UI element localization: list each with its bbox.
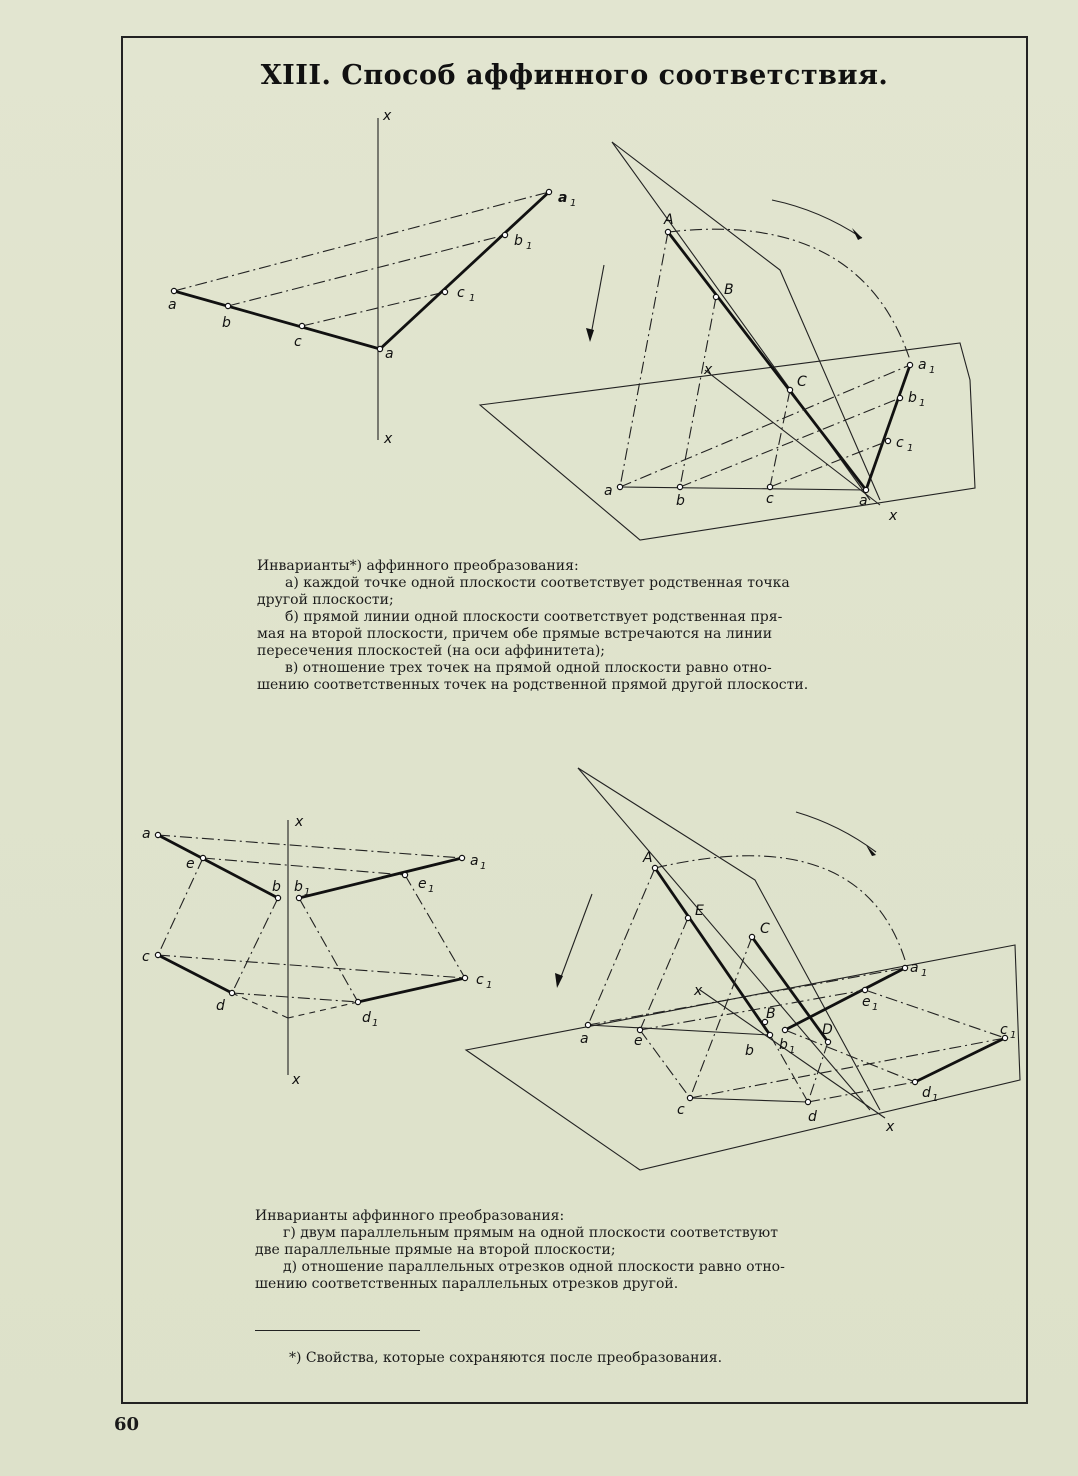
fig4-point-a — [585, 1022, 590, 1027]
fig3-label-e: e — [186, 856, 195, 872]
fig2-point-C — [787, 387, 792, 392]
fig4-point-A — [652, 865, 657, 870]
fig1-point-b — [225, 303, 230, 308]
fig2-vertical-plane-edge — [612, 142, 880, 500]
text2-line-2: г) двум параллельным прямым на одной плоскости соответствуют — [283, 1225, 778, 1241]
fig4-label-c1: c — [1000, 1022, 1008, 1038]
figure-3-orthogonal-parallel — [142, 814, 492, 1088]
fig4-rotation-arrow — [796, 812, 876, 852]
fig3-label-x-bot: x — [292, 1072, 301, 1088]
fig4-label-B: B — [766, 1006, 776, 1022]
fig1-point-c1 — [442, 289, 447, 294]
fig3-link-d-d1 — [232, 993, 358, 1002]
fig2-point-a — [617, 484, 622, 489]
page-number: 60 — [114, 1414, 140, 1435]
fig2-proj-B-b — [680, 297, 716, 487]
fig1-line-a0-a1 — [380, 192, 549, 349]
fig2-label-x-mid: x — [704, 362, 713, 378]
invariants-text-1 — [257, 558, 919, 694]
fig3-point-e1 — [402, 872, 407, 877]
fig4-line-c-d — [690, 1098, 808, 1102]
fig4-point-a1 — [902, 965, 907, 970]
fig4-label-d: d — [808, 1109, 817, 1125]
fig1-label-b1-sub: 1 — [526, 241, 533, 252]
fig2-link-b-b1 — [680, 398, 900, 487]
fig3-par-b-d — [232, 898, 278, 993]
fig1-label-b1: b — [514, 233, 523, 249]
fig1-label-c1: c — [457, 285, 465, 301]
fig3-point-c1 — [462, 975, 467, 980]
fig2-rotation-arrow — [772, 200, 862, 238]
fig3-d1-axis — [288, 1002, 358, 1018]
fig4-label-x-bot: x — [886, 1119, 895, 1135]
fig3-point-a — [155, 832, 160, 837]
text2-line-4: д) отношение параллельных отрезков одной плоскости равно отно- — [283, 1259, 785, 1275]
fig4-proj-A-a — [588, 868, 655, 1025]
fig3-link-e-e1 — [203, 858, 405, 875]
fig1-label-x-bot: x — [384, 431, 393, 447]
fig2-label-a0: a — [859, 493, 868, 509]
text1-line-5: мая на второй плоскости, причем обе прямые встречаются на линии — [257, 626, 773, 642]
fig4-label-b1: b — [779, 1037, 788, 1053]
fig1-label-c1-sub: 1 — [469, 293, 476, 304]
fig2-point-B — [713, 294, 718, 299]
fig2-label-c: c — [766, 491, 774, 507]
fig3-point-a1 — [459, 855, 464, 860]
invariants-text-2 — [255, 1208, 923, 1293]
fig3-link-a-a1 — [158, 835, 462, 858]
fig4-label-e1: e — [862, 994, 871, 1010]
fig1-link-a-a1 — [174, 192, 549, 291]
fig3-line-d1-c1 — [358, 978, 465, 1002]
fig3-line-c-d — [158, 955, 232, 993]
fig3-point-c — [155, 952, 160, 957]
fig4-point-d — [805, 1099, 810, 1104]
text1-line-6: пересечения плоскостей (на оси аффинитета); — [257, 643, 605, 659]
fig4-point-d1 — [912, 1079, 917, 1084]
text1-line-1: Инварианты*) аффинного преобразования: — [257, 558, 579, 574]
fig3-point-b — [275, 895, 280, 900]
text2-line-5: шению соответственных параллельных отрезков другой. — [255, 1276, 679, 1292]
fig4-label-e: e — [634, 1033, 643, 1049]
fig4-label-c: c — [677, 1102, 685, 1118]
fig1-line-a-a0 — [174, 291, 380, 349]
fig3-par-e1-c1 — [405, 875, 465, 978]
fig3-point-e — [200, 855, 205, 860]
fig4-point-c — [687, 1095, 692, 1100]
fig4-projection-arrow — [558, 894, 592, 985]
fig2-label-C: C — [797, 374, 807, 390]
fig1-point-a0 — [377, 346, 382, 351]
fig4-link-a-a1 — [588, 968, 905, 1025]
fig2-label-a1: a — [918, 357, 927, 373]
fig4-point-b1 — [782, 1027, 787, 1032]
text1-line-4: б) прямой линии одной плоскости соответствует родственная пря- — [285, 609, 783, 625]
fig4-vertical-plane-edge — [578, 768, 880, 1110]
fig4-horizontal-plane — [466, 945, 1020, 1170]
fig4-plane-edge-2 — [578, 768, 870, 1110]
fig4-line-d1-c1 — [915, 1038, 1005, 1082]
text1-line-3: другой плоскости; — [257, 592, 394, 608]
fig4-point-e — [637, 1027, 642, 1032]
fig3-label-x-top: x — [295, 814, 304, 830]
fig2-label-x-bot: x — [889, 508, 898, 524]
fig4-label-e1-sub: 1 — [872, 1002, 879, 1013]
fig4-label-E: E — [695, 903, 704, 919]
fig3-label-e1-sub: 1 — [428, 884, 435, 895]
fig2-point-c1 — [885, 438, 890, 443]
fig2-label-b1-sub: 1 — [919, 398, 926, 409]
fig3-label-e1: e — [418, 876, 427, 892]
fig3-label-b1-sub: 1 — [304, 887, 311, 898]
fig2-point-b — [677, 484, 682, 489]
text1-line-2: а) каждой точке одной плоскости соответствует родственная точка — [285, 575, 790, 591]
fig1-label-a1-sub: 1 — [570, 198, 577, 209]
text2-line-1: Инварианты аффинного преобразования: — [255, 1208, 565, 1224]
fig1-point-a1 — [546, 189, 551, 194]
fig2-line-a-a1 — [866, 365, 910, 490]
fig2-label-B: B — [724, 282, 734, 298]
fig4-label-x-mid: x — [694, 983, 703, 999]
fig3-point-d — [229, 990, 234, 995]
fig1-label-c: c — [294, 334, 302, 350]
fig4-label-d1-sub: 1 — [932, 1093, 939, 1104]
figure-2-spatial-affinity — [480, 142, 975, 540]
text2-line-3: две параллельные прямые на второй плоскости; — [255, 1242, 616, 1258]
fig2-point-A — [665, 229, 670, 234]
fig2-label-A: A — [664, 212, 674, 228]
fig4-par-e-c — [640, 1030, 690, 1098]
fig3-line-b1-a1 — [299, 858, 462, 898]
fig4-label-b: b — [745, 1043, 754, 1059]
fig3-label-a1: a — [470, 853, 479, 869]
fig3-label-c: c — [142, 949, 150, 965]
fig2-point-a1 — [907, 362, 912, 367]
fig2-label-a1-sub: 1 — [929, 365, 936, 376]
fig4-label-D: D — [822, 1022, 833, 1038]
fig3-label-d1: d — [362, 1010, 371, 1026]
fig4-label-a1-sub: 1 — [921, 968, 928, 979]
fig4-point-C — [749, 934, 754, 939]
fig4-point-D — [825, 1039, 830, 1044]
fig3-line-a-b — [158, 835, 278, 898]
footnote-rule — [255, 1330, 420, 1331]
fig2-point-c — [767, 484, 772, 489]
fig3-par-b1-d1 — [299, 898, 358, 1002]
fig1-point-a — [171, 288, 176, 293]
fig3-point-b1 — [296, 895, 301, 900]
fig3-label-a1-sub: 1 — [480, 861, 487, 872]
fig1-point-b1 — [502, 232, 507, 237]
figure-4-spatial-parallel — [466, 768, 1020, 1170]
fig2-label-b1: b — [908, 390, 917, 406]
fig4-rotation-arc — [655, 856, 905, 960]
fig4-par-e1-c1 — [865, 990, 1005, 1038]
fig4-label-d1: d — [922, 1085, 931, 1101]
fig2-point-a0 — [863, 487, 868, 492]
footnote: *) Свойства, которые сохраняются после преобразования. — [289, 1350, 723, 1366]
fig4-point-e1 — [862, 987, 867, 992]
figure-1-orthogonal-affinity — [168, 108, 576, 447]
fig1-label-x-top: x — [383, 108, 392, 124]
fig3-point-d1 — [355, 999, 360, 1004]
fig2-proj-A-a — [620, 232, 668, 487]
fig2-label-b: b — [676, 493, 685, 509]
fig4-label-a1: a — [910, 960, 919, 976]
fig1-label-a0: a — [385, 346, 394, 362]
fig3-link-c-c1 — [158, 955, 465, 978]
fig2-projection-arrow — [590, 265, 604, 340]
fig1-label-a: a — [168, 297, 177, 313]
fig2-rotation-arc — [668, 229, 910, 360]
fig2-arrow-head-2 — [586, 328, 594, 342]
fig4-label-b1-sub: 1 — [789, 1045, 796, 1056]
fig2-label-c1-sub: 1 — [907, 443, 914, 454]
fig2-label-c1: c — [896, 435, 904, 451]
text1-line-8: шению соответственных точек на родственной прямой другой плоскости. — [257, 677, 809, 693]
fig4-label-c1-sub: 1 — [1010, 1030, 1017, 1041]
fig4-point-b — [767, 1032, 772, 1037]
fig3-label-c1-sub: 1 — [486, 980, 493, 991]
fig3-label-a: a — [142, 826, 151, 842]
fig1-point-c — [299, 323, 304, 328]
fig2-proj-C-c — [770, 390, 790, 487]
fig3-label-d1-sub: 1 — [372, 1018, 379, 1029]
fig3-label-b1: b — [294, 879, 303, 895]
fig4-proj-C-c — [690, 937, 752, 1098]
fig4-point-E — [685, 915, 690, 920]
fig4-label-C: C — [760, 921, 770, 937]
fig3-label-d: d — [216, 998, 225, 1014]
fig4-proj-E-e — [640, 918, 688, 1030]
fig4-link-d-d1 — [808, 1082, 915, 1102]
fig2-point-b1 — [897, 395, 902, 400]
fig4-label-a: a — [580, 1031, 589, 1047]
fig3-label-c1: c — [476, 972, 484, 988]
fig4-label-A: A — [643, 850, 653, 866]
fig2-arrow-head-1 — [852, 228, 862, 240]
fig2-label-a: a — [604, 483, 613, 499]
fig4-line-a-b — [588, 1025, 770, 1035]
text1-line-7: в) отношение трех точек на прямой одной плоскости равно отно- — [285, 660, 772, 676]
fig4-par-b1-d1 — [785, 1030, 915, 1082]
page-title: XIII. Способ аффинного соответствия. — [260, 60, 889, 91]
fig1-label-a1: a — [558, 190, 568, 206]
fig3-label-b: b — [272, 879, 281, 895]
fig1-label-b: b — [222, 315, 231, 331]
fig2-line-a-a0 — [620, 487, 866, 490]
fig4-link-c-c1 — [690, 1038, 1005, 1098]
fig3-par-e-c — [158, 858, 203, 955]
